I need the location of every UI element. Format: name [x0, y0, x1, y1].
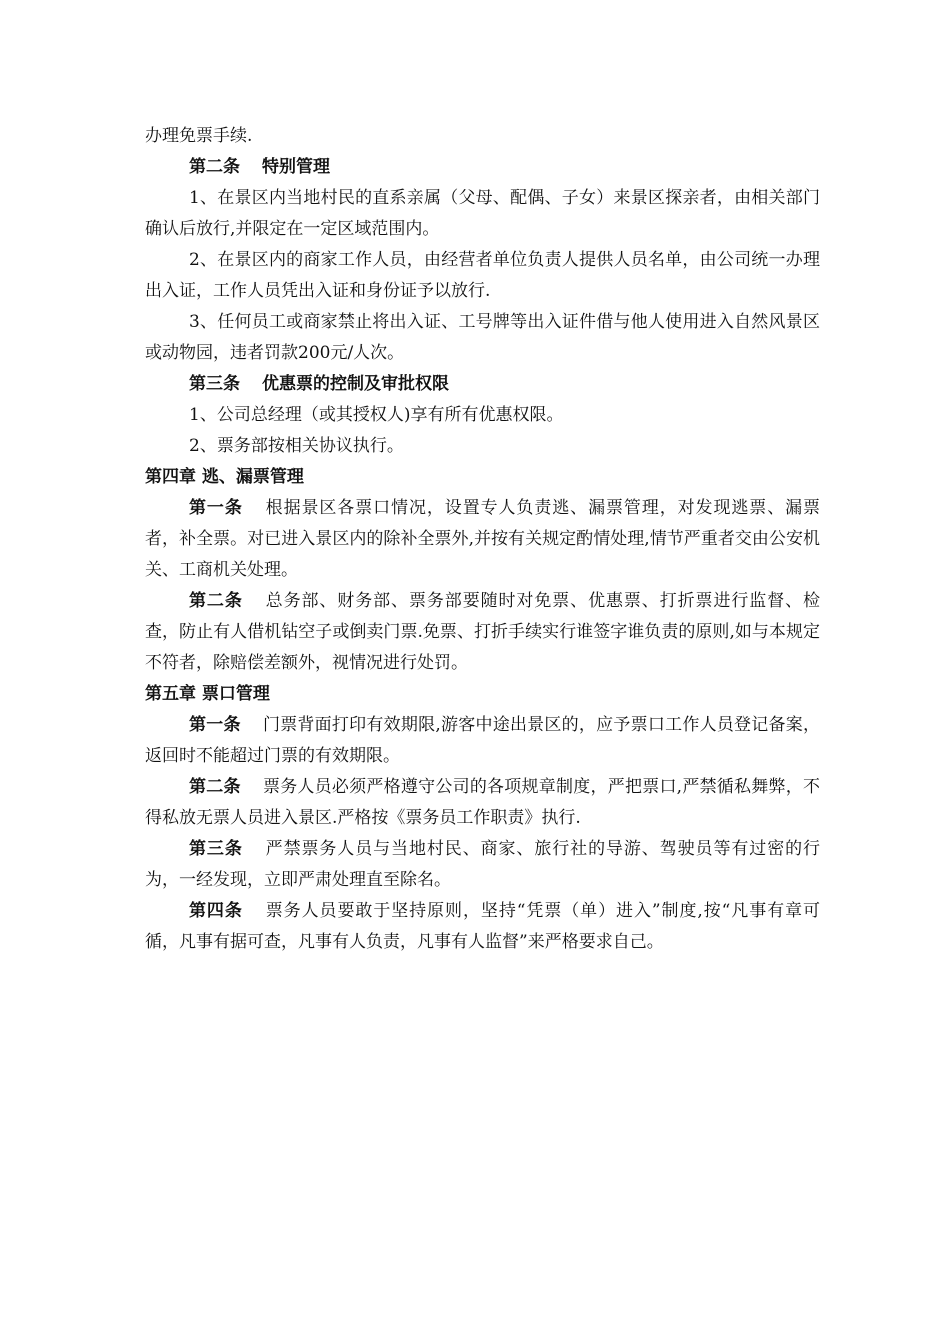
- paragraph: 2、票务部按相关协议执行。: [189, 436, 404, 456]
- article-label: 第二条: [189, 777, 241, 797]
- article-body: 总务部、财务部、票务部要随时对免票、优惠票、打折票进行监督、检查，防止有人借机钻空子或倒卖门票.免票、打折手续实行谁签字谁负责的原则,如与本规定不符者，除赔偿差额外，视情况进行处罚。: [145, 591, 821, 673]
- document-page: [145, 121, 820, 958]
- section-title: 特别管理: [262, 157, 330, 177]
- chapter-heading: 第四章 逃、漏票管理: [145, 467, 304, 487]
- article-label: 第二条: [189, 591, 243, 611]
- article-label: 第一条: [189, 715, 241, 735]
- section-heading: [145, 152, 820, 183]
- article-paragraph: [145, 586, 820, 679]
- article-paragraph: [145, 772, 820, 834]
- paragraph-continuation: 办理免票手续.: [145, 126, 253, 146]
- section-title: 优惠票的控制及审批权限: [262, 374, 449, 394]
- article-body: 门票背面打印有效期限,游客中途出景区的，应予票口工作人员登记备案，返回时不能超过门票的有效期限。: [145, 715, 820, 766]
- paragraph: 3、任何员工或商家禁止将出入证、工号牌等出入证件借与他人使用进入自然风景区或动物园，违者罚款200元/人次。: [145, 312, 820, 363]
- section-label: 第三条: [189, 374, 240, 394]
- paragraph: 1、在景区内当地村民的直系亲属（父母、配偶、子女）来景区探亲者，由相关部门确认后放行,并限定在一定区域范围内。: [145, 188, 820, 239]
- paragraph: 2、在景区内的商家工作人员，由经营者单位负责人提供人员名单，由公司统一办理出入证，工作人员凭出入证和身份证予以放行.: [145, 250, 820, 301]
- section-heading: [145, 369, 820, 400]
- paragraph: 1、公司总经理（或其授权人)享有所有优惠权限。: [189, 405, 564, 425]
- article-body: 根据景区各票口情况，设置专人负责逃、漏票管理，对发现逃票、漏票者，补全票。对已进入景区内的除补全票外,并按有关规定酌情处理,情节严重者交由公安机关、工商机关处理。: [145, 498, 821, 580]
- chapter-heading: 第五章 票口管理: [145, 684, 270, 704]
- article-paragraph: [145, 834, 820, 896]
- article-paragraph: [145, 710, 820, 772]
- article-label: 第四条: [189, 901, 243, 921]
- article-body: 严禁票务人员与当地村民、商家、旅行社的导游、驾驶员等有过密的行为，一经发现，立即严肃处理直至除名。: [145, 839, 821, 890]
- section-label: 第二条: [189, 157, 240, 177]
- article-label: 第一条: [189, 498, 243, 518]
- article-body: 票务人员必须严格遵守公司的各项规章制度，严把票口,严禁循私舞弊，不得私放无票人员进入景区.严格按《票务员工作职责》执行.: [145, 777, 820, 828]
- article-label: 第三条: [189, 839, 243, 859]
- article-body: 票务人员要敢于坚持原则，坚持“凭票（单）进入”制度,按“凡事有章可循，凡事有据可查，凡事有人负责，凡事有人监督”来严格要求自己。: [145, 901, 820, 952]
- article-paragraph: [145, 493, 820, 586]
- article-paragraph: [145, 896, 820, 958]
